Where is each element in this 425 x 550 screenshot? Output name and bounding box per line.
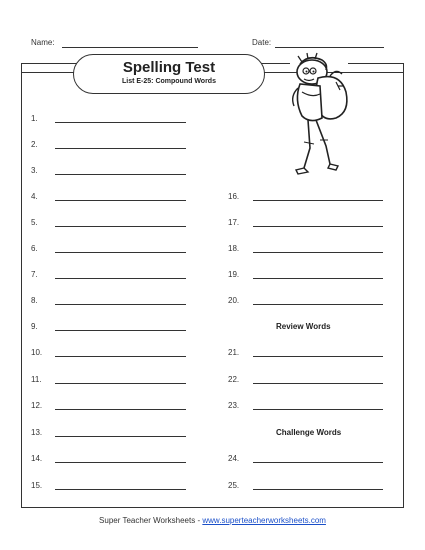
answer-line[interactable] [55, 436, 186, 437]
item-number: 3. [31, 166, 38, 175]
answer-line[interactable] [253, 383, 383, 384]
item-number: 24. [228, 454, 240, 463]
answer-line[interactable] [55, 226, 186, 227]
answer-line[interactable] [253, 462, 383, 463]
answer-line[interactable] [55, 252, 186, 253]
date-label: Date: [252, 38, 272, 47]
answer-line[interactable] [55, 122, 186, 123]
page-title: Spelling Test [122, 59, 216, 76]
challenge-words-heading: Challenge Words [276, 428, 342, 437]
item-number: 1. [31, 114, 38, 123]
item-number: 12. [31, 401, 43, 410]
answer-line[interactable] [55, 148, 186, 149]
footer-link[interactable]: www.superteacherworksheets.com [202, 516, 326, 525]
footer-text: Super Teacher Worksheets - [99, 516, 203, 525]
item-number: 19. [228, 270, 240, 279]
item-number: 17. [228, 218, 240, 227]
answer-line[interactable] [55, 462, 186, 463]
boy-with-backpack-illustration [278, 52, 358, 178]
answer-line[interactable] [55, 278, 186, 279]
item-number: 9. [31, 322, 38, 331]
item-number: 10. [31, 348, 43, 357]
answer-line[interactable] [55, 409, 186, 410]
item-number: 13. [31, 428, 43, 437]
footer [0, 516, 425, 525]
item-number: 2. [31, 140, 38, 149]
answer-line[interactable] [253, 304, 383, 305]
answer-line[interactable] [253, 356, 383, 357]
item-number: 21. [228, 348, 240, 357]
item-number: 4. [31, 192, 38, 201]
item-number: 7. [31, 270, 38, 279]
answer-line[interactable] [55, 383, 186, 384]
item-number: 20. [228, 296, 240, 305]
answer-line[interactable] [253, 278, 383, 279]
title-box [73, 54, 265, 94]
answer-line[interactable] [55, 356, 186, 357]
answer-line[interactable] [55, 330, 186, 331]
review-words-heading: Review Words [276, 322, 331, 331]
list-subtitle: List E-25: Compound Words [122, 78, 216, 85]
item-number: 15. [31, 481, 43, 490]
answer-line[interactable] [253, 252, 383, 253]
item-number: 11. [31, 375, 42, 384]
answer-line[interactable] [253, 489, 383, 490]
answer-line[interactable] [55, 200, 186, 201]
item-number: 14. [31, 454, 43, 463]
item-number: 18. [228, 244, 240, 253]
item-number: 6. [31, 244, 38, 253]
answer-line[interactable] [55, 174, 186, 175]
answer-line[interactable] [253, 200, 383, 201]
item-number: 16. [228, 192, 240, 201]
name-label: Name: [31, 38, 55, 47]
answer-line[interactable] [55, 304, 186, 305]
answer-line[interactable] [55, 489, 186, 490]
item-number: 22. [228, 375, 240, 384]
item-number: 8. [31, 296, 38, 305]
date-field[interactable] [275, 47, 384, 48]
answer-line[interactable] [253, 226, 383, 227]
name-field[interactable] [62, 47, 198, 48]
item-number: 25. [228, 481, 240, 490]
item-number: 23. [228, 401, 240, 410]
item-number: 5. [31, 218, 38, 227]
answer-line[interactable] [253, 409, 383, 410]
